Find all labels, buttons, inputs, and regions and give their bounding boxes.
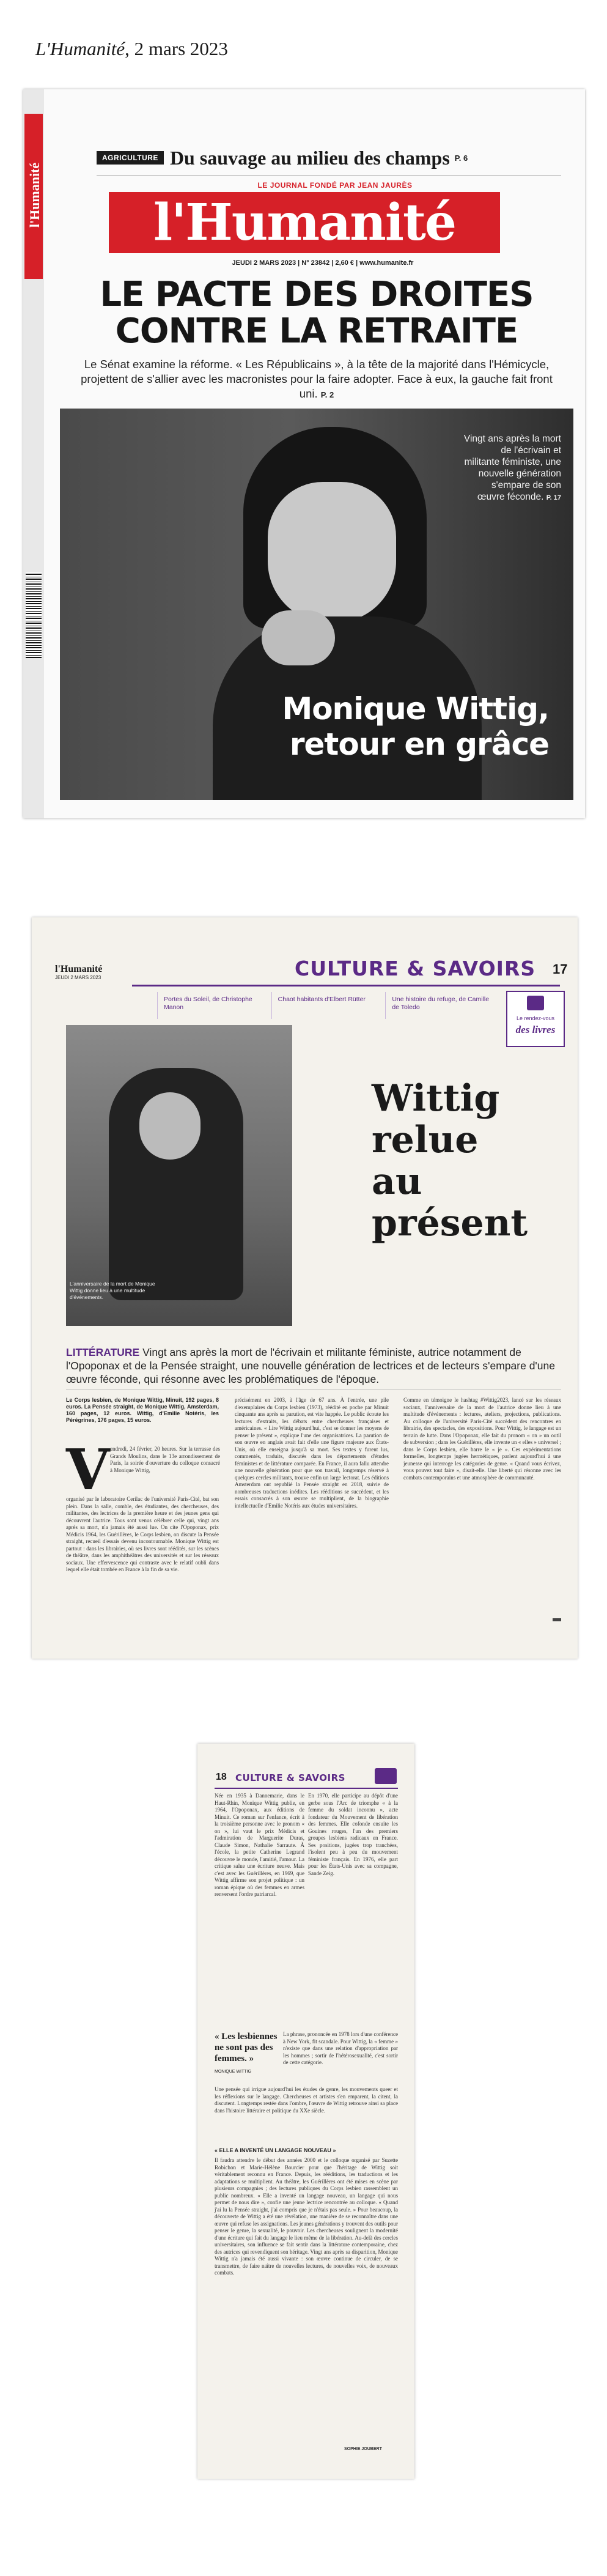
front-photo: [60, 409, 573, 800]
continuation-page: [197, 1744, 414, 2479]
article-photo: [66, 1025, 292, 1326]
source-date: , 2 mars 2023: [125, 38, 228, 59]
lead-text: Vingt ans après la mort de l'écrivain et militante féministe, autrice notamment de l'Opoponax et de la Pensée straight, une nouvelle génération de lectrices et de lecteurs s'empare d'une œuvre féconde, qui résonne avec les problématiques de l'époque.: [66, 1346, 555, 1385]
page-brand-name: l'Humanité: [55, 964, 103, 974]
front-lead-page: P. 2: [320, 390, 334, 399]
photo-title: [60, 691, 549, 762]
badge-top: Le rendez-vous: [516, 1015, 555, 1021]
pull-quote-attribution: MONIQUE WITTIG: [215, 2070, 251, 2074]
page-brand: [55, 964, 102, 980]
book-icon: [527, 996, 544, 1010]
book-teaser: Chaot habitants d'Elbert Rütter: [271, 992, 386, 1019]
photo-title-line-1: Monique Wittig,: [282, 691, 549, 727]
article-column-1: [66, 1397, 219, 1429]
end-mark: [553, 1618, 561, 1621]
dateline: JEUDI 2 MARS 2023 | N° 23842 | 2,60 € | www.humanite.fr: [232, 259, 414, 267]
continuation-column-2: En 1970, elle participe au dépôt d'une gerbe sous l'Arc de triomphe « à la femme du soldat inconnu », acte fondateur du Mouvement de libération des femmes. Elle cofonde ensuite les Gouines rouges, l'un des premiers groupes lesbiens radicaux en France. Ses positions, jugées trop tranchées, l'isolent peu à peu du mouvement féministe français. En 1976, elle part pour les États-Unis avec sa compagne, Sande Zeig.: [308, 1793, 398, 1876]
article-intro: endredi, 24 février, 20 heures. Sur la terrasse des Grands Moulins, dans le 13e arrondissement de Paris, la soirée d'ouverture du colloque consacré à Monique Wittig,: [110, 1446, 220, 1473]
title-line: présent: [372, 1202, 528, 1245]
photo-side-body: Vingt ans après la mort de l'écrivain et militante féministe, une nouvelle génération s'empare de son œuvre féconde.: [463, 434, 561, 502]
continuation-page-number: 18: [216, 1772, 227, 1782]
author-signature: SOPHIE JOUBERT: [344, 2447, 382, 2451]
portrait-hand: [262, 610, 335, 665]
masthead-title: l'Humanité: [153, 193, 456, 252]
teaser-rule: [97, 175, 561, 176]
pull-quote-text: « Les lesbiennes ne sont pas des femmes. »: [215, 2032, 278, 2063]
book-icon: [375, 1768, 397, 1784]
continuation-final-text: Il faudra attendre le début des années 2000 et le colloque organisé par Suzette Robichon et Marie-Hélène Bourcier pour que l'héritage de Wittig soit véritablement reconnu en France. Depuis, les rééditions, les traductions et les adaptations se multiplient. Au théâtre, les Guérillères ont été mises en scène par plusieurs compagnies ; des lectures publiques du Corps lesbien rassemblent un public nombreux. « Elle a inventé un langage nouveau, un langage qui nous permet de nous dire », confie une jeune lectrice rencontrée au colloque. « Quand j'ai lu la Pensée straight, j'ai compris que je n'étais pas seule. » Pour beaucoup, la découverte de Wittig a été une révélation, une manière de se reconnaître dans une œuvre qui refuse les assignations. Les jeunes générations y trouvent des outils pour penser le genre, la sexualité, le pouvoir. Les chercheuses soulignent la modernité d'une écriture qui fait du langage le lieu même de la libération. Au-delà des cercles universitaires, son influence se fait sentir dans la littérature contemporaine, chez des autrices qui revendiquent son héritage. Vingt ans après sa disparition, Monique Wittig n'a jamais été aussi vivante : son œuvre continue de circuler, de se transmettre, de faire naître de nouvelles lectures, de nouvelles voix, de nouveaux combats.: [215, 2157, 398, 2276]
portrait-face: [268, 482, 396, 623]
continuation-column-1: Née en 1935 à Dannemarie, dans le Haut-Rhin, Monique Wittig publie, en 1964, l'Opoponax, aux éditions de Minuit. Ce roman sur l'enfance, écrit à la troisième personne avec le pronom « on », lui vaut le prix Médicis et l'admiration de Marguerite Duras, Claude Simon, Nathalie Sarraute. À l'école, la petite Catherine Legrand découvre le monde, l'amitié, l'amour. La critique salue une écriture neuve. Mais c'est avec les Guérillères, en 1969, que Wittig affirme son projet politique : un roman épique où des femmes en armes renversent l'ordre patriarcal.: [215, 1793, 304, 1897]
book-teaser: Portes du Soleil, de Christophe Manon: [157, 992, 271, 1019]
teaser-tag: AGRICULTURE: [97, 151, 164, 165]
book-teasers: [157, 992, 499, 1019]
photo-side-page: P. 17: [546, 494, 561, 502]
article-column-3: Comme en témoigne le hashtag #Wittig2023, lancé sur les réseaux sociaux, l'anniversaire de la mort de l'autrice donne lieu à une multitude d'événements : lectures, ateliers, projections, publications. Au colloque de l'université Paris-Cité succèdent des rencontres en librairie, des spectacles, des expositions. Pour Wittig, le langage est un terrain de lutte. Dans l'Opoponax, elle fait du pronom « on » un outil de subversion ; dans les Guérillères, elle invente un « elles » universel ; dans le Corps lesbien, elle barre le « je ». Ces expérimentations formelles, longtemps jugées hermétiques, parlent aujourd'hui à une jeunesse qui interroge les catégories de genre. « Quand vous écrivez, vous pouvez tout faire », disait-elle. Une liberté qui résonne avec les combats contemporains et une atmosphère de communauté.: [403, 1397, 561, 1481]
headline-line-1: LE PACTE DES DROITES: [100, 275, 534, 314]
source-name: L'Humanité: [35, 38, 125, 59]
book-reference: Le Corps lesbien, de Monique Wittig, Minuit, 192 pages, 8 euros. La Pensée straight, de Monique Wittig, Amsterdam, 160 pages, 12 euros. Wittig, d'Emilie Notéris, Ies Pérégrines, 176 pages, 15 euros.: [66, 1397, 219, 1423]
front-teaser: [97, 146, 468, 170]
article-title: [372, 1078, 528, 1244]
front-headline: [66, 276, 567, 350]
section-rule: [132, 985, 560, 986]
headline-line-2: CONTRE LA RETRAITE: [115, 311, 518, 351]
article-column-2: précisément en 2003, à l'âge de 67 ans. À l'entrée, une pile d'exemplaires du Corps lesbien (1973), réédité en poche par Minuit cinquante ans après sa parution, est vite happée. Le public écoute les lectures d'extraits, les débats entre chercheuses françaises et américaines. « Lire Wittig aujourd'hui, c'est se donner les moyens de penser le présent », explique l'une des organisatrices. La parution de son œuvre en anglais avait fait d'elle une figure majeure aux États-Unis, où elle enseigna jusqu'à sa mort. Ses textes y furent lus, commentés, traduits, discutés dans les départements d'études féministes et de littérature comparée. En France, il aura fallu attendre une nouvelle génération pour que son travail, longtemps réservé à quelques cercles militants, trouve enfin un large lectorat. Les éditions Amsterdam ont republié la Pensée straight en 2018, suivie de nombreuses traductions inédites. Les rééditions se succèdent, et les essais consacrés à son œuvre se multiplient, de la biographie intellectuelle d'Emilie Notéris aux études universitaires.: [235, 1397, 389, 1509]
lead-label: LITTÉRATURE: [66, 1346, 140, 1358]
photo-side-text: [463, 433, 561, 504]
intertitle: « ELLE A INVENTÉ UN LANGAGE NOUVEAU »: [215, 2147, 336, 2153]
article-caption: [35, 38, 228, 60]
drop-cap: V: [66, 1437, 110, 1503]
page-number: 17: [553, 961, 568, 977]
teaser-page: P. 6: [454, 153, 468, 163]
front-page: [23, 89, 585, 818]
continuation-quote-text: La phrase, prononcée en 1978 lors d'une conférence à New York, fit scandale. Pour Wittig, la « femme » n'existe que dans une relation d'appropriation par les hommes ; sortir de l'hétérosexualité, c'est sortir de cette catégorie.: [283, 2031, 398, 2065]
photo-title-line-2: retour en grâce: [289, 727, 549, 762]
title-line: relue: [372, 1119, 479, 1161]
continuation-body: Une pensée qui irrigue aujourd'hui les études de genre, les mouvements queer et les réflexions sur le langage. Chercheuses et artistes s'en emparent, la citent, la discutent. Longtemps restée dans l'ombre, l'œuvre de Wittig retrouve ainsi sa place dans l'histoire littéraire et politique du XXe siècle.: [215, 2086, 398, 2114]
barcode: [26, 572, 42, 658]
article-photo-face: [139, 1092, 200, 1160]
continuation-rule: [215, 1788, 398, 1789]
article-lead: [66, 1345, 555, 1386]
page-brand-date: JEUDI 2 MARS 2023: [55, 975, 101, 980]
title-line: Wittig: [372, 1077, 500, 1120]
masthead: [109, 192, 500, 253]
spine-brand-text: l'Humanité: [27, 162, 42, 228]
continuation-section: CULTURE & SAVOIRS: [235, 1772, 345, 1783]
front-spine: [23, 89, 44, 818]
book-teaser: Une histoire du refuge, de Camille de Toledo: [385, 992, 499, 1019]
books-badge: [506, 991, 565, 1047]
article-column-1-text: organisé par le laboratoire Cerilac de l'université Paris-Cité, bat son plein. Dans la salle, comble, des étudiantes, des chercheuses, des militantes, des lectrices de la première heure et des jeunes gens qui découvrent l'autrice. Tous sont venus célébrer celle qui, vingt ans après sa mort, n'a jamais été aussi lue. On cite l'Opoponax, prix Médicis 1964, les Guérillères, le Corps lesbien, on discute la Pensée straight, recueil d'essais devenu incontournable. Monique Wittig est partout : dans les librairies, où ses livres sont réédités, sur les scènes de théâtre, dans les amphithéâtres des universités et sur les réseaux sociaux. Une effervescence qui contraste avec le relatif oubli dans lequel elle était tombée en France à la fin de sa vie.: [66, 1496, 219, 1572]
culture-page: [32, 917, 578, 1659]
title-line: au: [372, 1160, 422, 1203]
badge-bottom: des livres: [515, 1024, 556, 1035]
front-lead: [72, 357, 561, 402]
pull-quote: [215, 2031, 282, 2078]
section-title: CULTURE & SAVOIRS: [295, 957, 536, 980]
spine-brand: [24, 114, 43, 279]
masthead-tagline: LE JOURNAL FONDÉ PAR JEAN JAURÈS: [257, 181, 413, 190]
front-lead-text: Le Sénat examine la réforme. « Les Républicains », à la tête de la majorité dans l'Hémicycle, projettent de s'allier avec les macronistes pour la faire adopter. Face à eux, la gauche fait front uni.: [81, 358, 553, 400]
teaser-text: Du sauvage au milieu des champs: [169, 146, 450, 169]
photo-caption: L'anniversaire de la mort de Monique Wittig donne lieu à une multitude d'événements.: [70, 1281, 155, 1300]
